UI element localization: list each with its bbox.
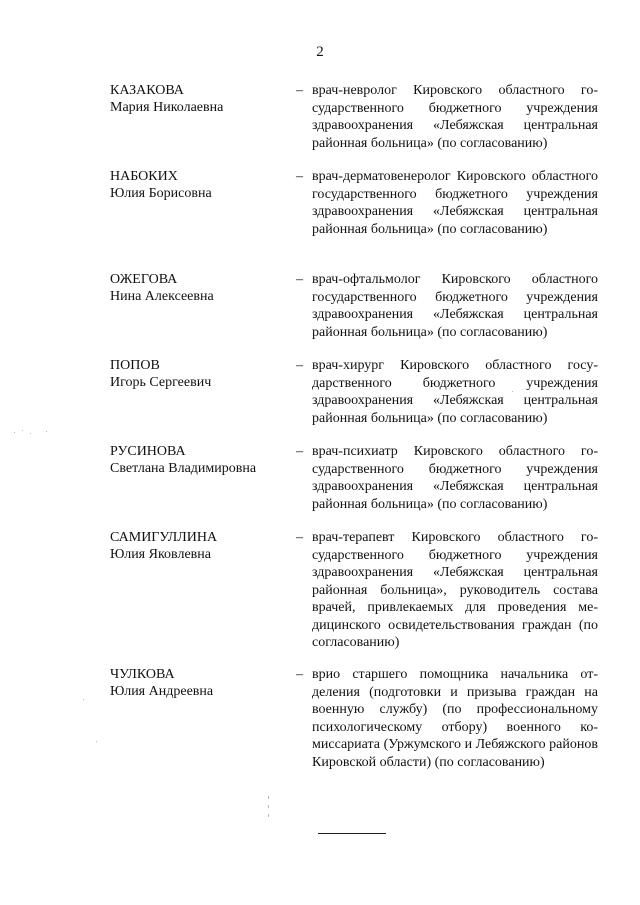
end-of-list-rule xyxy=(318,833,386,834)
member-name-block xyxy=(110,529,290,563)
member-name-block xyxy=(110,168,290,202)
member-given-names: Юлия Андреевна xyxy=(110,684,214,699)
member-name-block xyxy=(110,357,290,391)
member-position: врач-невролог Кировского областного государственного бюджетного учреждения здравоохранения «Лебяжская центральная районная больница» (по согласованию) xyxy=(312,83,598,151)
member-surname: НАБОКИХ xyxy=(110,169,178,184)
member-name-block xyxy=(110,271,290,305)
page-number: 2 xyxy=(316,44,324,60)
member-surname: ПОПОВ xyxy=(110,358,160,373)
member-given-names: Светлана Владимировна xyxy=(110,461,257,476)
member-position: врач-терапевт Кировского областного государственного бюджетного учреждения здравоохранения «Лебяжская центральная районная больница», руководитель состава врачей, привлекаемых для проведения медицинского освидетельствования граждан (по согласованию) xyxy=(312,530,598,650)
member-given-names: Игорь Сергеевич xyxy=(110,375,212,390)
entry-dash: – xyxy=(296,358,303,373)
member-position: врач-хирург Кировского областного государственного бюджетного учреждения здравоохранения «Лебяжская центральная районная больница» (по согласованию) xyxy=(312,358,598,426)
member-position: врач-офтальмолог Кировского областного государственного бюджетного учреждения здравоохранения «Лебяжская центральная районная больница» (по согласованию) xyxy=(312,272,598,340)
entry-dash: – xyxy=(296,667,303,682)
member-surname: КАЗАКОВА xyxy=(110,83,184,98)
member-surname: САМИГУЛЛИНА xyxy=(110,530,218,545)
scan-speck xyxy=(22,430,23,431)
scan-speck xyxy=(268,814,269,817)
entry-dash: – xyxy=(296,83,303,98)
member-given-names: Нина Алексеевна xyxy=(110,289,214,304)
member-given-names: Мария Николаевна xyxy=(110,100,224,115)
member-surname: РУСИНОВА xyxy=(110,444,186,459)
entry-dash: – xyxy=(296,169,303,184)
scan-speck xyxy=(83,699,84,700)
member-surname: ЧУЛКОВА xyxy=(110,667,175,682)
member-name-block xyxy=(110,666,290,700)
scan-speck xyxy=(96,741,97,742)
scan-speck xyxy=(30,433,31,434)
scan-speck xyxy=(268,805,269,808)
member-given-names: Юлия Борисовна xyxy=(110,186,212,201)
entry-dash: – xyxy=(296,444,303,459)
member-name-block xyxy=(110,443,290,477)
member-name-block xyxy=(110,82,290,116)
entry-dash: – xyxy=(296,272,303,287)
member-position: врач-дерматовенеролог Кировского областного государственного бюджетного учреждения здравоохранения «Лебяжская центральная районная больница» (по согласованию) xyxy=(312,169,598,237)
member-given-names: Юлия Яковлевна xyxy=(110,547,211,562)
member-surname: ОЖЕГОВА xyxy=(110,272,178,287)
scan-speck xyxy=(268,796,269,799)
scan-speck xyxy=(14,432,15,433)
member-position: врач-психиатр Кировского областного государственного бюджетного учреждения здравоохранения «Лебяжская центральная районная больница» (по согласованию) xyxy=(312,444,598,512)
scan-speck xyxy=(46,431,47,432)
entry-dash: – xyxy=(296,530,303,545)
scan-speck xyxy=(512,391,513,392)
member-position: врио старшего помощника начальника отделения (подготовки и призыва граждан на военную службу) (по профессиональному психологическому отбору) военного комиссариата (Уржумского и Лебяжского районов Кировской области) (по согласованию) xyxy=(312,667,598,770)
